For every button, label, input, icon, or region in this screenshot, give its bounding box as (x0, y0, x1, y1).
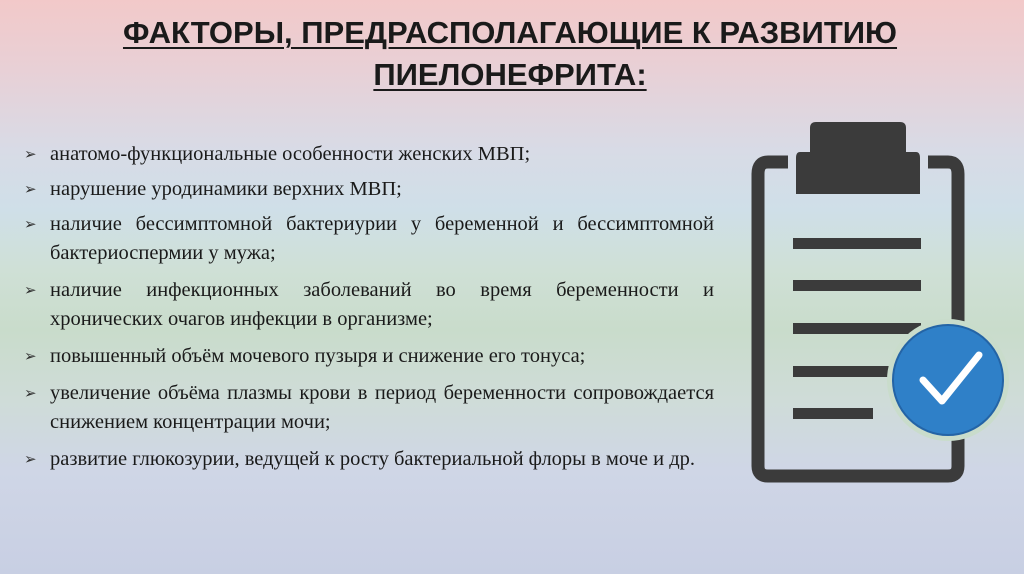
bullet-arrow-icon: ➢ (24, 450, 37, 468)
bullet-arrow-icon: ➢ (24, 347, 37, 365)
list-item (20, 175, 714, 204)
list-item (20, 276, 714, 334)
clipboard-line (793, 408, 873, 419)
list-item-text: увеличение объёма плазмы крови в период беременности сопровождается снижением концентрации мочи; (50, 382, 714, 433)
list-item (20, 342, 714, 371)
list-item-text: нарушение уродинамики верхних МВП; (50, 178, 402, 200)
list-item (20, 210, 714, 268)
clipboard-line (793, 323, 921, 334)
factor-list (20, 140, 714, 482)
list-item (20, 445, 714, 474)
list-item-text: анатомо-функциональные особенности женских МВП; (50, 143, 531, 165)
clipboard-line (793, 366, 893, 377)
list-item-text: наличие бессимптомной бактериурии у беременной и бессимптомной бактериоспермии у мужа; (50, 213, 714, 264)
slide-title (60, 12, 960, 96)
list-item-text: развитие глюкозурии, ведущей к росту бактериальной флоры в моче и др. (50, 448, 695, 470)
bullet-arrow-icon: ➢ (24, 215, 37, 233)
bullet-arrow-icon: ➢ (24, 281, 37, 299)
bullet-arrow-icon: ➢ (24, 145, 37, 163)
list-item (20, 140, 714, 169)
list-item (20, 379, 714, 437)
slide-title-line-1: ФАКТОРЫ, ПРЕДРАСПОЛАГАЮЩИЕ К РАЗВИТИЮ (122, 15, 898, 50)
clipboard-line (793, 238, 921, 249)
bullet-arrow-icon: ➢ (24, 384, 37, 402)
bullet-arrow-icon: ➢ (24, 180, 37, 198)
clipboard-clip (796, 122, 920, 194)
list-item-text: повышенный объём мочевого пузыря и снижение его тонуса; (50, 345, 586, 367)
slide-title-line-2: ПИЕЛОНЕФРИТА: (373, 57, 647, 92)
list-item-text: наличие инфекционных заболеваний во время беременности и хронических очагов инфекции в организме; (50, 279, 714, 330)
clipboard-line (793, 280, 921, 291)
clipboard-icon (748, 118, 1010, 484)
checkmark-icon (890, 322, 1006, 438)
